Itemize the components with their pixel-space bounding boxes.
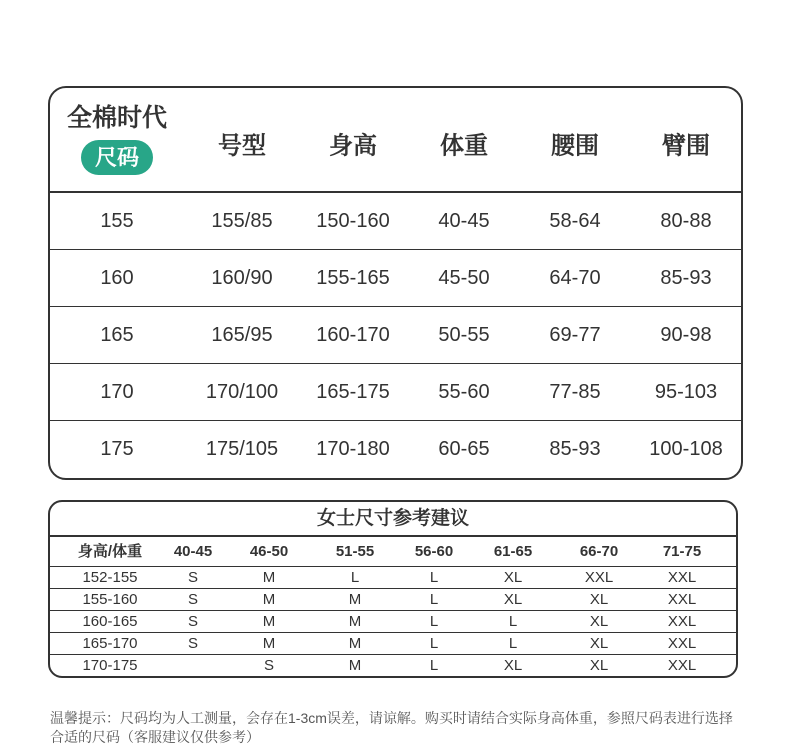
header-height: 身高 [329, 132, 377, 160]
recommended-size-cell: XXL [667, 613, 697, 630]
recommended-size-cell: XL [503, 569, 523, 586]
height-range-cell: 165-170 [82, 635, 138, 652]
women-guide-row [50, 589, 736, 611]
arm-range-cell: 95-103 [654, 381, 718, 403]
recommended-size-cell: S [187, 591, 199, 608]
size-chart-table [48, 86, 743, 480]
header-weight-range: 61-65 [493, 543, 533, 560]
header-weight-range: 51-55 [335, 543, 375, 560]
recommended-size-cell: XL [589, 657, 609, 674]
brand-name: 全棉时代 [66, 104, 168, 132]
recommended-size-cell: L [429, 657, 439, 674]
recommended-size-cell: XL [589, 591, 609, 608]
recommended-size-cell: XXL [667, 591, 697, 608]
arm-range-cell: 85-93 [660, 267, 712, 289]
recommended-size-cell: M [348, 635, 362, 652]
recommended-size-cell: L [429, 635, 439, 652]
size-table-row [50, 364, 741, 421]
size-code-cell: 175/105 [205, 438, 279, 460]
size-code-cell: 155/85 [211, 210, 273, 232]
notice-line: 合适的尺码（客服建议仅供参考） [50, 729, 260, 745]
size-notice [50, 709, 733, 747]
arm-range-cell: 80-88 [660, 210, 712, 232]
height-range-cell: 160-170 [316, 324, 390, 346]
header-size-code: 号型 [218, 132, 266, 160]
weight-range-cell: 60-65 [438, 438, 490, 460]
recommended-size-cell: XL [503, 657, 523, 674]
waist-range-cell: 85-93 [549, 438, 601, 460]
header-waist: 腰围 [551, 132, 599, 160]
recommended-size-cell: XXL [667, 657, 697, 674]
women-guide-row [50, 655, 736, 676]
size-cell: 160 [100, 267, 134, 289]
height-range-cell: 155-160 [82, 591, 138, 608]
height-range-cell: 165-175 [316, 381, 390, 403]
weight-range-cell: 40-45 [438, 210, 490, 232]
height-range-cell: 170-175 [82, 657, 138, 674]
size-cell: 155 [100, 210, 134, 232]
women-guide-row [50, 633, 736, 655]
women-guide-row [50, 611, 736, 633]
recommended-size-cell: XL [503, 591, 523, 608]
size-table-body [50, 193, 741, 478]
size-table-row [50, 193, 741, 250]
waist-range-cell: 69-77 [549, 324, 601, 346]
size-table-row [50, 421, 741, 478]
height-range-cell: 152-155 [82, 569, 138, 586]
recommended-size-cell: L [508, 635, 518, 652]
size-table-row [50, 250, 741, 307]
header-weight-range: 66-70 [579, 543, 619, 560]
size-table-row [50, 307, 741, 364]
recommended-size-cell: L [508, 613, 518, 630]
recommended-size-cell: M [262, 591, 276, 608]
recommended-size-cell: M [262, 613, 276, 630]
recommended-size-cell: XXL [667, 635, 697, 652]
size-code-cell: 170/100 [205, 381, 279, 403]
size-code-cell: 160/90 [211, 267, 273, 289]
size-table-header [50, 88, 741, 193]
recommended-size-cell: L [429, 613, 439, 630]
women-guide-row [50, 567, 736, 589]
women-guide-body [50, 567, 736, 676]
women-guide-title: 女士尺寸参考建议 [50, 502, 736, 537]
height-range-cell: 170-180 [316, 438, 390, 460]
height-range-cell: 155-165 [316, 267, 390, 289]
weight-range-cell: 45-50 [438, 267, 490, 289]
header-weight-range: 46-50 [249, 543, 289, 560]
size-cell: 175 [100, 438, 134, 460]
recommended-size-cell: M [348, 657, 362, 674]
arm-range-cell: 100-108 [649, 438, 723, 460]
header-weight-range: 40-45 [173, 543, 213, 560]
header-arm: 臂围 [662, 132, 710, 160]
brand-block [67, 88, 167, 175]
height-range-cell: 160-165 [82, 613, 138, 630]
header-weight-range: 71-75 [662, 543, 702, 560]
recommended-size-cell: XXL [667, 569, 697, 586]
women-size-guide [48, 500, 738, 678]
header-weight: 体重 [440, 132, 488, 160]
weight-range-cell: 50-55 [438, 324, 490, 346]
size-cell: 170 [100, 381, 134, 403]
size-code-cell: 165/95 [211, 324, 273, 346]
waist-range-cell: 64-70 [549, 267, 601, 289]
notice-line: 温馨提示：尺码均为人工测量，会存在1-3cm误差，请谅解。购买时请结合实际身高体重，参照尺码表进行选择 [50, 710, 733, 726]
recommended-size-cell: L [429, 569, 439, 586]
waist-range-cell: 58-64 [549, 210, 601, 232]
arm-range-cell: 90-98 [660, 324, 712, 346]
recommended-size-cell: S [187, 613, 199, 630]
recommended-size-cell: XL [589, 635, 609, 652]
waist-range-cell: 77-85 [549, 381, 601, 403]
recommended-size-cell: S [187, 569, 199, 586]
recommended-size-cell: L [429, 591, 439, 608]
header-height-weight: 身高/体重 [77, 543, 143, 560]
recommended-size-cell: M [262, 569, 276, 586]
recommended-size-cell: L [350, 569, 360, 586]
header-weight-range: 56-60 [414, 543, 454, 560]
weight-range-cell: 55-60 [438, 381, 490, 403]
height-range-cell: 150-160 [316, 210, 390, 232]
recommended-size-cell: M [348, 613, 362, 630]
recommended-size-cell: S [187, 635, 199, 652]
women-guide-header [50, 537, 736, 567]
recommended-size-cell: S [263, 657, 275, 674]
size-cell: 165 [100, 324, 134, 346]
size-badge: 尺码 [81, 140, 153, 175]
recommended-size-cell: XXL [584, 569, 614, 586]
recommended-size-cell: M [262, 635, 276, 652]
recommended-size-cell: XL [589, 613, 609, 630]
recommended-size-cell: M [348, 591, 362, 608]
